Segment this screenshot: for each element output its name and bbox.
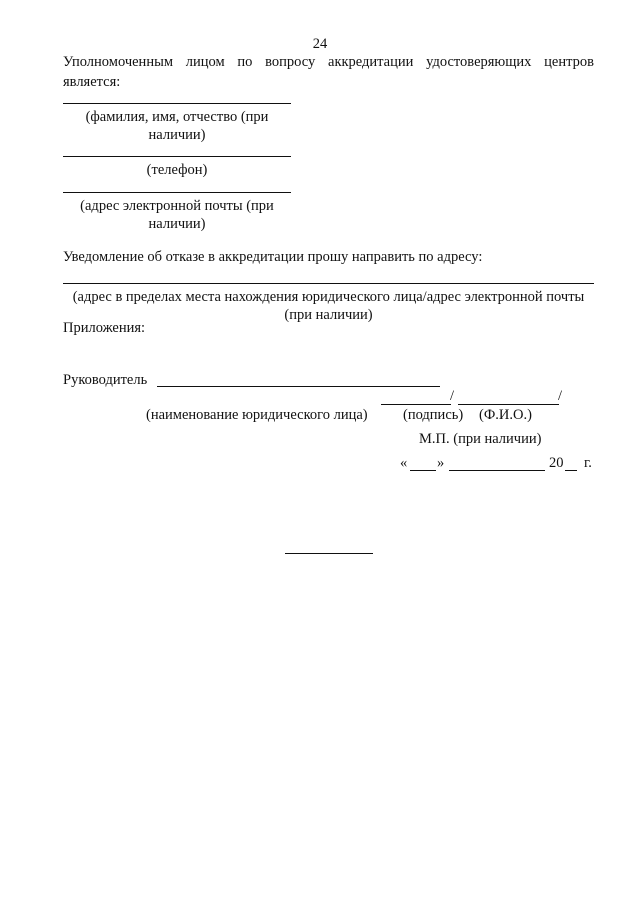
fio-short-separator: /: [558, 388, 563, 404]
address-caption-line-2: (при наличии): [284, 307, 373, 323]
closing-separator-line: [285, 553, 373, 554]
fio-short-caption: (Ф.И.О.): [479, 407, 532, 423]
date-year-suffix: г.: [584, 455, 592, 471]
fio-caption-line-1: (фамилия, имя, отчество (при: [85, 109, 269, 125]
phone-caption: (телефон): [146, 162, 208, 178]
address-caption-line-1: (адрес в пределах места нахождения юридического лица/адрес электронной почты: [72, 289, 585, 305]
date-month-blank: [449, 470, 545, 471]
head-label: Руководитель: [63, 372, 148, 388]
fio-short-blank-line: [458, 404, 559, 405]
org-name-blank-line: [157, 386, 440, 387]
date-open-quote: «: [400, 455, 408, 471]
date-year-prefix: 20: [549, 455, 564, 471]
date-close-quote: »: [437, 455, 445, 471]
email-caption: [63, 197, 291, 233]
seal-caption: М.П. (при наличии): [419, 431, 542, 447]
org-name-caption: (наименование юридического лица): [146, 407, 368, 423]
date-day-blank: [410, 470, 436, 471]
phone-blank-line: [63, 156, 291, 157]
attachments-label: Приложения:: [63, 320, 146, 336]
address-caption: [52, 288, 605, 324]
authorized-person-intro: Уполномоченным лицом по вопросу аккредитации удостоверяющих центров является:: [63, 54, 594, 90]
email-blank-line: [63, 192, 291, 193]
signature-separator: /: [450, 388, 455, 404]
signature-caption: (подпись): [403, 407, 464, 423]
fio-caption-line-2: наличии): [148, 127, 206, 143]
email-caption-line-1: (адрес электронной почты (при: [80, 198, 274, 214]
email-caption-line-2: наличии): [148, 216, 206, 232]
date-year-blank: [565, 470, 577, 471]
fio-blank-line: [63, 103, 291, 104]
signature-blank-line: [381, 404, 451, 405]
page-number: 24: [312, 36, 328, 52]
refusal-address-text: Уведомление об отказе в аккредитации прошу направить по адресу:: [63, 249, 483, 265]
fio-caption: [63, 108, 291, 144]
address-blank-line: [63, 283, 594, 284]
